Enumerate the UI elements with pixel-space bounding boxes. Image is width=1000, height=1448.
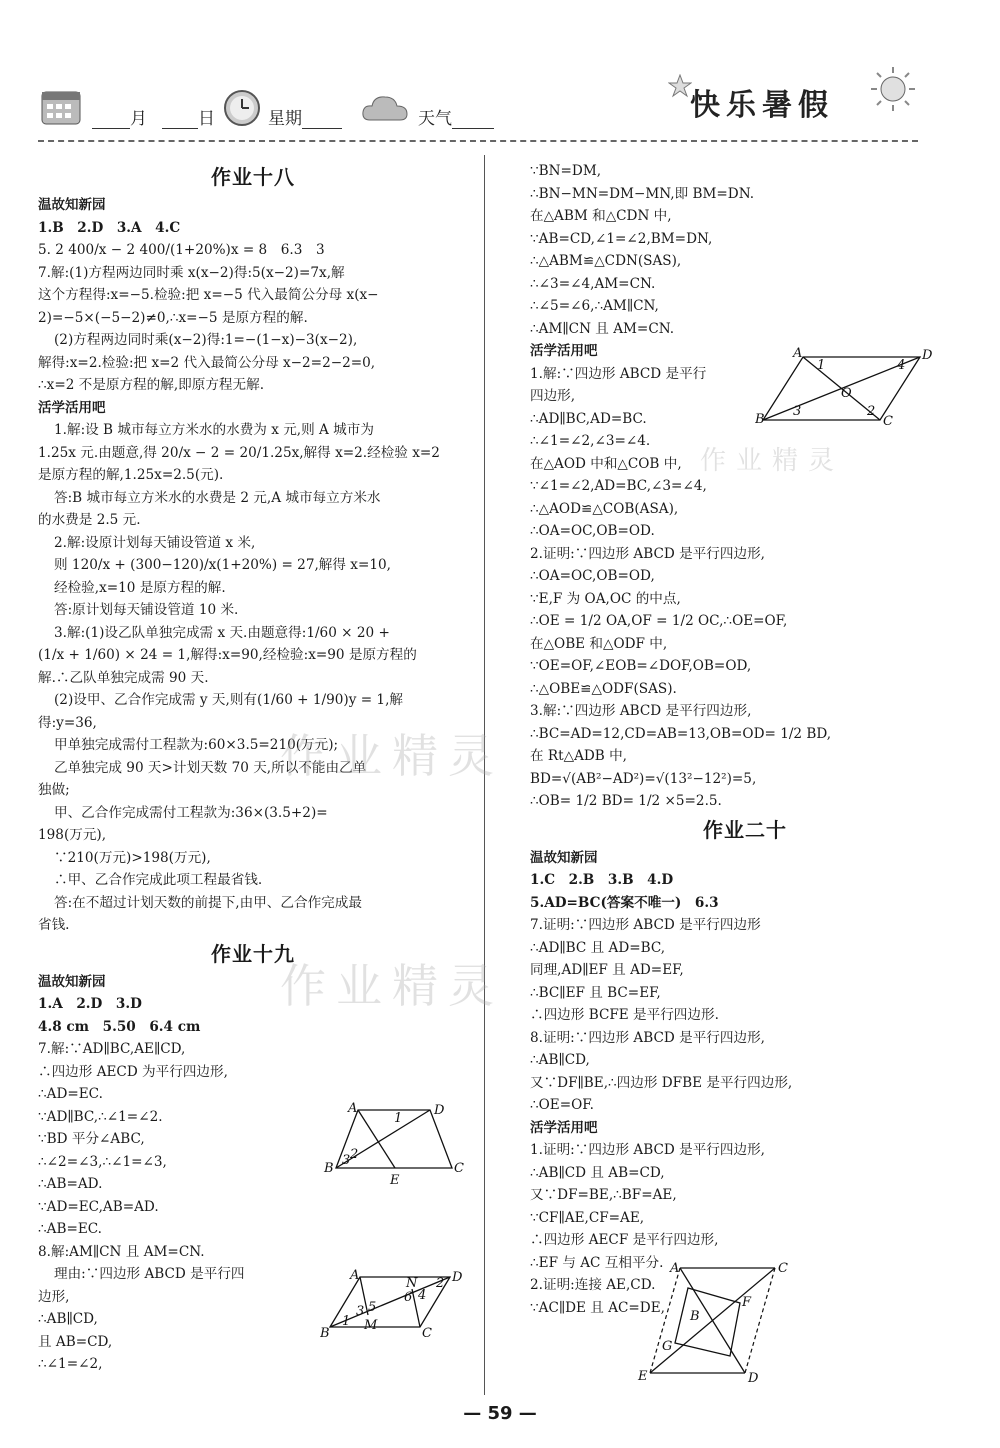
answer-line: 198(万元), (38, 827, 107, 843)
answer-line: 8.证明:∵四边形 ABCD 是平行四边形, (530, 1029, 765, 1046)
answer-line: ∴BC∥EF 且 BC=EF, (530, 984, 661, 1001)
answer-line: 理由:∵四边形 ABCD 是平行四 (54, 1266, 245, 1282)
svg-text:C: C (422, 1326, 432, 1341)
answer-line: 在△OBE 和△ODF 中, (530, 635, 668, 652)
answer-line: ∴EF 与 AC 互相平分. (530, 1254, 664, 1271)
answer-line: 则 120/x + (300−120)/x(1+20%) = 27,解得 x=10, (54, 557, 391, 573)
calendar-icon (40, 86, 84, 126)
cloud-icon (360, 92, 410, 124)
svg-text:D: D (748, 1371, 759, 1386)
answer-line: ∴AB=AD. (38, 1176, 103, 1192)
svg-text:C: C (454, 1161, 464, 1176)
svg-text:6: 6 (404, 1290, 413, 1305)
page-number: — 59 — (463, 1403, 537, 1424)
svg-text:C: C (778, 1261, 788, 1276)
svg-text:D: D (922, 348, 933, 363)
answer-line: (2)设甲、乙合作完成需 y 天,则有(1/60 + 1/90)y = 1,解 (54, 692, 403, 708)
watermark: 作业精灵 (280, 729, 504, 783)
svg-text:1: 1 (817, 358, 826, 373)
answer-line: 边形, (38, 1288, 70, 1305)
answer-line: ∵BN=DM, (530, 163, 602, 179)
answer-line: 乙单独完成 90 天>计划天数 70 天,所以不能由乙单 (54, 759, 367, 776)
section-title-19: 作业十九 (211, 941, 295, 966)
svg-text:G: G (662, 1339, 673, 1354)
answer-line: ∴OA=OC,OB=OD. (530, 523, 655, 539)
answer-line: ∴四边形 AECF 是平行四边形, (530, 1232, 719, 1248)
svg-text:D: D (452, 1270, 463, 1285)
figure-parallelogram-mn (320, 1265, 470, 1345)
subsection-title: 温故知新园 (530, 849, 598, 866)
answer-line: 得:y=36, (38, 714, 97, 731)
answer-line: 5. 2 400/x − 2 400/(1+20%)x = 8 6.3 3 (38, 242, 325, 258)
section-title-18: 作业十八 (211, 165, 295, 189)
answer-line: 答:原计划每天铺设管道 10 米. (54, 602, 239, 618)
answer-line: ∵BD 平分∠ABC, (38, 1131, 145, 1147)
star-icon (668, 74, 692, 98)
brand-title: 快乐暑假 (690, 88, 834, 123)
answer-line: ∵210(万元)>198(万元), (54, 849, 211, 866)
answer-line: 2.解:设原计划每天铺设管道 x 米, (54, 534, 256, 551)
answer-line: 2.证明:连接 AE,CD. (530, 1277, 656, 1293)
answer-line: ∴甲、乙合作完成此项工程最省钱. (54, 872, 263, 888)
answer-line: ∴AB=EC. (38, 1221, 103, 1237)
figure-trapezoid-aecd (320, 1100, 470, 1185)
svg-text:2: 2 (350, 1147, 359, 1162)
answer-line: ∴AB∥CD, (530, 1052, 590, 1068)
answer-line: ∴AM∥CN 且 AM=CN. (530, 320, 675, 337)
answer-line: 解.∴乙队单独完成需 90 天. (38, 669, 209, 686)
answer-line: ∴∠3=∠4,AM=CN. (530, 275, 656, 292)
answer-line: ∴AB∥CD 且 AB=CD, (530, 1164, 665, 1181)
answer-line: ∴AD∥BC 且 AD=BC, (530, 939, 666, 956)
answer-line: 答:在不超过计划天数的前提下,由甲、乙合作完成最 (54, 894, 362, 911)
answer-line: ∴AD=EC. (38, 1086, 103, 1102)
subsection-title: 温故知新园 (38, 973, 106, 990)
svg-text:B: B (324, 1161, 334, 1176)
clock-icon (222, 88, 262, 128)
answer-line: 又∵DF∥BE,∴四边形 DFBE 是平行四边形, (530, 1074, 793, 1091)
answer-line: 2.证明:∵四边形 ABCD 是平行四边形, (530, 545, 765, 562)
watermark: 作业精灵 (280, 959, 504, 1013)
watermark: 作业精灵 (700, 446, 845, 476)
week-field: 星期 (268, 104, 342, 129)
answer-line: ∴BN−MN=DM−MN,即 BM=DN. (530, 185, 755, 202)
answer-line: 2)=−5×(−5−2)≠0,∴x=−5 是原方程的解. (38, 309, 308, 326)
answer-line: 4.8 cm 5.50 6.4 cm (38, 1018, 201, 1035)
day-field: 日 (162, 104, 215, 129)
answer-line: 在△ABM 和△CDN 中, (530, 208, 672, 224)
answer-line: ∵OE=OF,∠EOB=∠DOF,OB=OD, (530, 658, 752, 674)
answer-line: 1.B 2.D 3.A 4.C (38, 219, 181, 236)
answer-line: 1.25x 元.由题意,得 20/x − 2 = 20/1.25x,解得 x=2.经检验 x=2 (38, 444, 440, 461)
answer-line: ∴AD∥BC,AD=BC. (530, 410, 647, 427)
answer-line: ∵AD∥BC,∴∠1=∠2. (38, 1108, 163, 1125)
answer-line: 5.AD=BC(答案不唯一) 6.3 (530, 894, 719, 911)
answer-line: 在 Rt△ADB 中, (530, 748, 628, 764)
answer-line: 1.证明:∵四边形 ABCD 是平行四边形, (530, 1142, 765, 1158)
svg-text:B: B (320, 1326, 330, 1341)
answer-line: 经检验,x=10 是原方程的解. (54, 579, 226, 596)
svg-text:4: 4 (897, 358, 906, 373)
svg-text:M: M (364, 1318, 378, 1333)
answer-line: ∴△OBE≌△ODF(SAS). (530, 680, 677, 697)
answer-line: ∴∠2=∠3,∴∠1=∠3, (38, 1153, 167, 1170)
svg-text:F: F (742, 1295, 752, 1310)
answer-line: ∵AD=EC,AB=AD. (38, 1198, 159, 1215)
svg-text:O: O (841, 386, 852, 401)
page-header (0, 0, 1000, 150)
answer-line: ∴△ABM≌△CDN(SAS), (530, 253, 682, 269)
answer-line: ∴OA=OC,OB=OD, (530, 568, 655, 584)
month-field: 月 (92, 104, 147, 129)
answer-line: 是原方程的解,1.25x=2.5(元). (38, 467, 224, 483)
svg-text:A: A (670, 1261, 680, 1276)
answer-line: 答:B 城市每立方米水的水费是 2 元,A 城市每立方米水 (54, 489, 381, 506)
svg-text:A: A (350, 1268, 360, 1283)
answer-line: ∴x=2 不是原方程的解,即原方程无解. (38, 377, 265, 393)
answer-line: ∴OB= 1/2 BD= 1/2 ×5=2.5. (530, 793, 722, 809)
answer-line: ∵∠1=∠2,AD=BC,∠3=∠4, (530, 478, 707, 494)
subsection-title: 活学活用吧 (38, 399, 106, 416)
svg-text:B: B (755, 412, 765, 427)
svg-text:E: E (390, 1173, 400, 1185)
answer-line: ∴∠5=∠6,∴AM∥CN, (530, 298, 659, 314)
answer-line: ∵AB=CD,∠1=∠2,BM=DN, (530, 230, 713, 247)
answer-line: 3.解:∵四边形 ABCD 是平行四边形, (530, 703, 752, 719)
answer-line: ∴∠1=∠2,∠3=∠4. (530, 433, 651, 449)
answer-line: ∵E,F 为 OA,OC 的中点, (530, 590, 681, 607)
answer-line: 3.解:(1)设乙队单独完成需 x 天.由题意得:1/60 × 20 + (54, 624, 390, 641)
answer-line: 1.C 2.B 3.B 4.D (530, 872, 674, 888)
svg-text:C: C (883, 414, 893, 429)
answer-line: 在△AOD 中和△COB 中, (530, 455, 682, 472)
answer-line: 独做; (38, 782, 70, 798)
weather-field: 天气 (418, 104, 494, 129)
answer-line: ∴四边形 AECD 为平行四边形, (38, 1063, 228, 1080)
answer-line: ∴∠1=∠2, (38, 1356, 103, 1372)
svg-text:E: E (638, 1369, 648, 1384)
answer-line: ∴OE=OF. (530, 1097, 594, 1113)
answer-line: 7.证明:∵四边形 ABCD 是平行四边形 (530, 917, 761, 933)
answer-line: 省钱. (38, 917, 70, 933)
answer-line: 且 AB=CD, (38, 1333, 113, 1350)
answer-line: ∴AB∥CD, (38, 1311, 98, 1327)
figure-acde (620, 1258, 800, 1388)
answer-line: 四边形, (530, 388, 576, 404)
answer-line: ∵AC∥DE 且 AC=DE, (530, 1299, 665, 1316)
answer-line: 的水费是 2.5 元. (38, 512, 141, 528)
svg-text:A: A (793, 346, 803, 361)
answer-line: 解得:x=2.检验:把 x=2 代入最简公分母 x−2=2−2=0, (38, 354, 376, 371)
figure-parallelogram-abcd-o (755, 345, 935, 430)
subsection-title: 温故知新园 (38, 197, 106, 213)
answer-line: 这个方程得:x=−5.检验:把 x=−5 代入最简公分母 x(x− (38, 287, 379, 303)
answer-line: ∴四边形 BCFE 是平行四边形. (530, 1007, 719, 1023)
answer-line: 1.解:∵四边形 ABCD 是平行 (530, 365, 707, 382)
answer-line: (2)方程两边同时乘(x−2)得:1=−(1−x)−3(x−2), (54, 332, 358, 348)
svg-text:1: 1 (394, 1111, 403, 1126)
svg-text:2: 2 (436, 1276, 445, 1291)
subsection-title: 活学活用吧 (530, 343, 598, 359)
svg-text:4: 4 (418, 1288, 427, 1303)
answer-line: 1.解:设 B 城市每立方米水的水费为 x 元,则 A 城市为 (54, 422, 374, 438)
section-title-20: 作业二十 (703, 817, 787, 842)
answer-line: ∴△AOD≌△COB(ASA), (530, 500, 679, 517)
svg-text:5: 5 (368, 1300, 377, 1315)
sun-icon (868, 64, 918, 114)
svg-text:B: B (690, 1309, 700, 1324)
answer-line: 同理,AD∥EF 且 AD=EF, (530, 962, 684, 978)
answer-line: 7.解:(1)方程两边同时乘 x(x−2)得:5(x−2)=7x,解 (38, 264, 345, 281)
answer-line: 7.解:∵AD∥BC,AE∥CD, (38, 1041, 186, 1057)
answer-line: ∴OE = 1/2 OA,OF = 1/2 OC,∴OE=OF, (530, 613, 788, 629)
svg-text:2: 2 (867, 404, 876, 419)
svg-text:D: D (434, 1103, 445, 1118)
subsection-title: 活学活用吧 (530, 1119, 598, 1136)
answer-line: 甲单独完成需付工程款为:60×3.5=210(万元); (54, 737, 339, 753)
answer-line: 8.解:AM∥CN 且 AM=CN. (38, 1243, 205, 1260)
svg-text:3: 3 (356, 1304, 365, 1319)
svg-text:3: 3 (342, 1153, 351, 1168)
header-divider (38, 140, 918, 142)
answer-line: BD=√(AB²−AD²)=√(13²−12²)=5, (530, 770, 757, 787)
svg-text:A: A (348, 1101, 358, 1116)
svg-text:N: N (406, 1276, 418, 1291)
svg-text:3: 3 (793, 404, 802, 419)
svg-text:1: 1 (342, 1314, 351, 1329)
right-column (530, 160, 960, 1319)
answer-line: 又∵DF=BE,∴BF=AE, (530, 1187, 677, 1203)
answer-line: ∴BC=AD=12,CD=AB=13,OB=OD= 1/2 BD, (530, 725, 832, 742)
answer-line: 甲、乙合作完成需付工程款为:36×(3.5+2)= (54, 804, 328, 821)
answer-line: (1/x + 1/60) × 24 = 1,解得:x=90,经检验:x=90 是原方程的 (38, 647, 417, 663)
answer-line: ∵CF∥AE,CF=AE, (530, 1209, 645, 1226)
answer-line: 1.A 2.D 3.D (38, 996, 142, 1012)
